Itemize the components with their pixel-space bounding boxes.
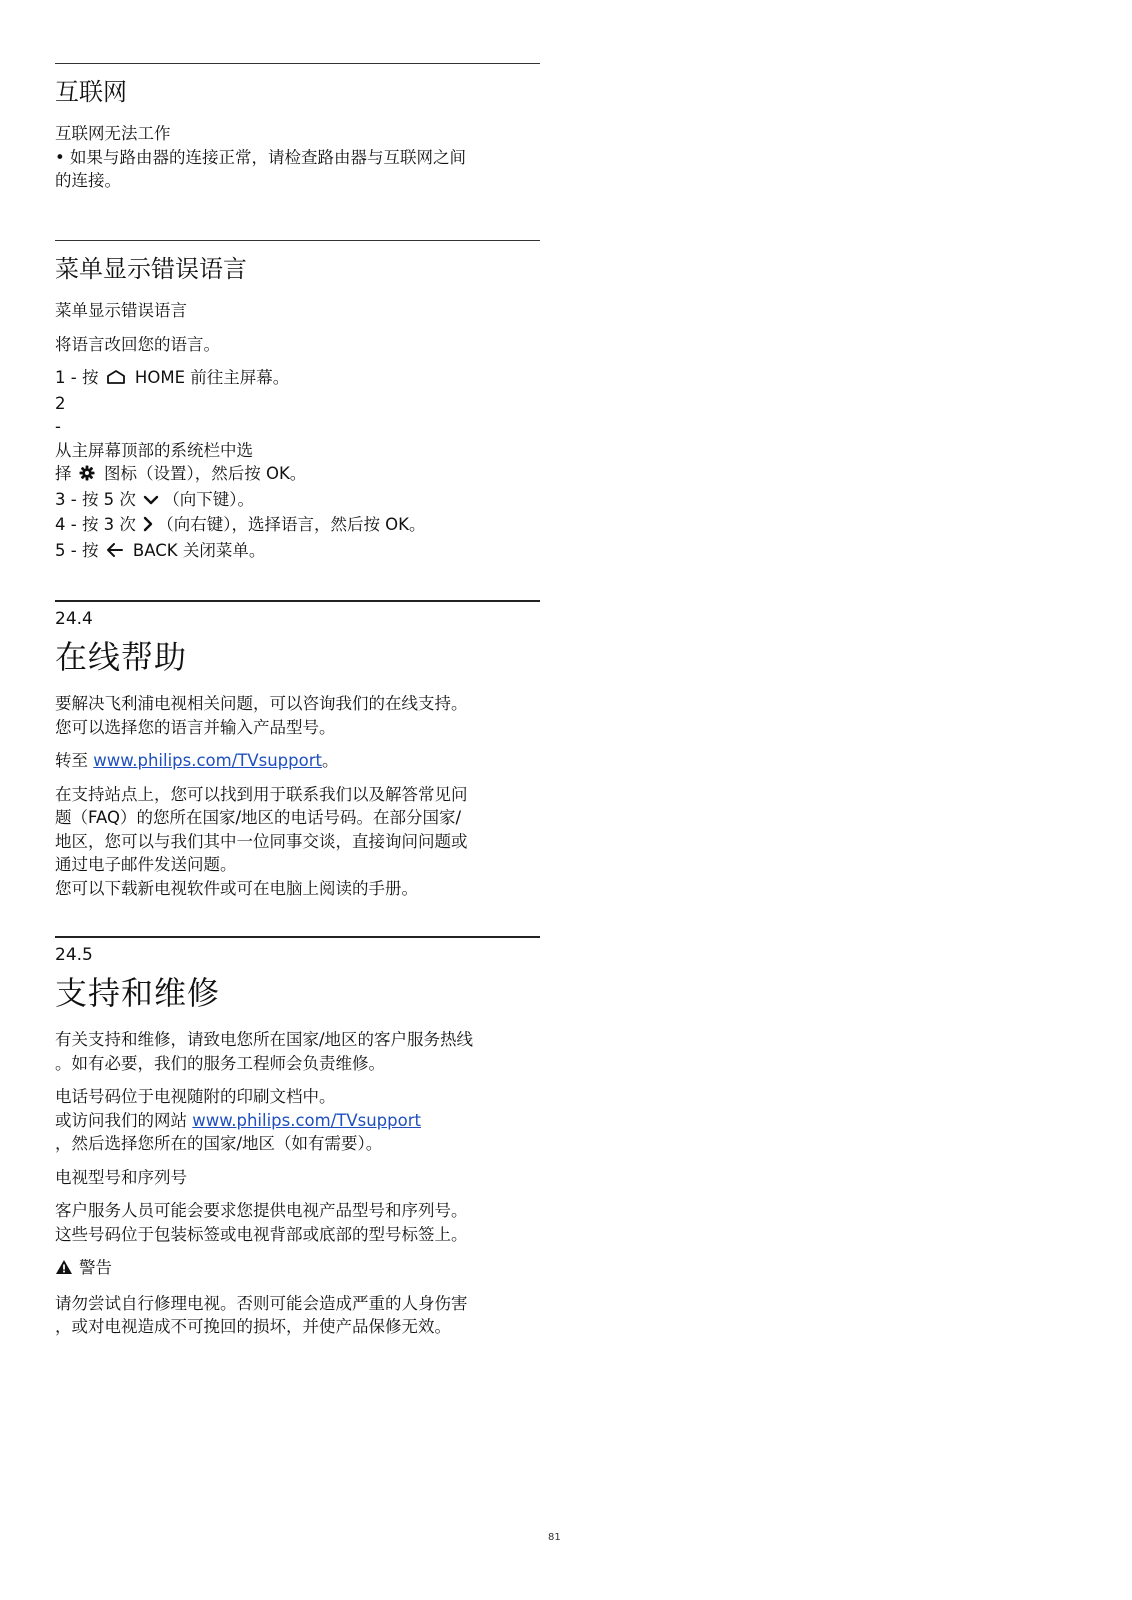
step-2-dash: - — [55, 417, 61, 436]
chevron-right-icon — [143, 515, 153, 539]
paragraph: 通过电子邮件发送问题。 — [55, 855, 237, 874]
chevron-down-icon — [143, 490, 159, 514]
paragraph: ，或对电视造成不可挽回的损坏，并使产品保修无效。 — [55, 1317, 451, 1336]
website-line: 或访问我们的网站 www.philips.com/TVsupport — [55, 1110, 421, 1130]
paragraph: 题（FAQ）的您所在国家/地区的电话号码。在部分国家/ — [55, 808, 462, 827]
goto-line: 转至 www.philips.com/TVsupport。 — [55, 751, 339, 770]
paragraph: 在支持站点上，您可以找到用于联系我们以及解答常见问 — [55, 784, 468, 804]
section-online-help — [55, 600, 540, 900]
section-number: 24.4 — [55, 609, 93, 629]
paragraph: 电话号码位于电视随附的印刷文档中。 — [55, 1087, 336, 1106]
paragraph: 客户服务人员可能会要求您提供电视产品型号和序列号。 — [55, 1201, 468, 1220]
warning-heading: 警告 — [55, 1256, 540, 1282]
step-3: 3 - 按 5 次 （向下键）。 — [55, 488, 540, 514]
home-icon — [106, 368, 126, 392]
section-support — [55, 936, 540, 1339]
subheading: 电视型号和序列号 — [55, 1167, 187, 1187]
section-title: 菜单显示错误语言 — [55, 255, 247, 283]
gear-icon — [79, 464, 95, 488]
section-title: 支持和维修 — [55, 974, 221, 1012]
section-title: 互联网 — [55, 78, 127, 106]
paragraph: 这些号码位于包装标签或电视背部或底部的型号标签上。 — [55, 1224, 468, 1244]
step-1: 1 - 按 HOME 前往主屏幕。 — [55, 366, 540, 392]
subheading: 互联网无法工作 — [55, 124, 171, 143]
section-divider — [55, 240, 540, 241]
step-2-number: 2 — [55, 393, 66, 413]
paragraph: ，然后选择您所在的国家/地区（如有需要）。 — [55, 1134, 383, 1153]
paragraph: 您可以选择您的语言并输入产品型号。 — [55, 717, 336, 737]
paragraph: 地区，您可以与我们其中一位同事交谈，直接询问问题或 — [55, 831, 468, 851]
paragraph: 您可以下载新电视软件或可在电脑上阅读的手册。 — [55, 878, 418, 898]
paragraph: 。如有必要，我们的服务工程师会负责维修。 — [55, 1053, 385, 1073]
section-number: 24.5 — [55, 945, 93, 965]
bullet-text: • 如果与路由器的连接正常，请检查路由器与互联网之间 — [55, 147, 466, 167]
step-5: 5 - 按 BACK 关闭菜单。 — [55, 539, 540, 565]
bullet-text-cont: 的连接。 — [55, 171, 121, 190]
warning-icon — [55, 1258, 73, 1282]
page-number: 81 — [548, 1532, 561, 1543]
support-link[interactable]: www.philips.com/TVsupport — [93, 751, 322, 770]
section-menu-language — [55, 240, 540, 564]
paragraph: 有关支持和维修，请致电您所在国家/地区的客户服务热线 — [55, 1030, 474, 1049]
intro-text: 将语言改回您的语言。 — [55, 334, 220, 354]
step-4: 4 - 按 3 次 （向右键），选择语言，然后按 OK。 — [55, 513, 540, 539]
paragraph: 要解决飞利浦电视相关问题，可以咨询我们的在线支持。 — [55, 694, 468, 713]
subheading: 菜单显示错误语言 — [55, 301, 187, 320]
step-2-line2: 择 图标（设置），然后按 OK。 — [55, 462, 540, 488]
back-arrow-icon — [106, 541, 124, 565]
section-divider — [55, 63, 540, 64]
section-divider — [55, 936, 540, 938]
step-2-line1: 从主屏幕顶部的系统栏中选 — [55, 440, 253, 460]
paragraph: 请勿尝试自行修理电视。否则可能会造成严重的人身伤害 — [55, 1293, 468, 1313]
support-link[interactable]: www.philips.com/TVsupport — [192, 1110, 421, 1130]
section-internet — [55, 63, 540, 193]
section-divider — [55, 600, 540, 602]
section-title: 在线帮助 — [55, 638, 188, 676]
